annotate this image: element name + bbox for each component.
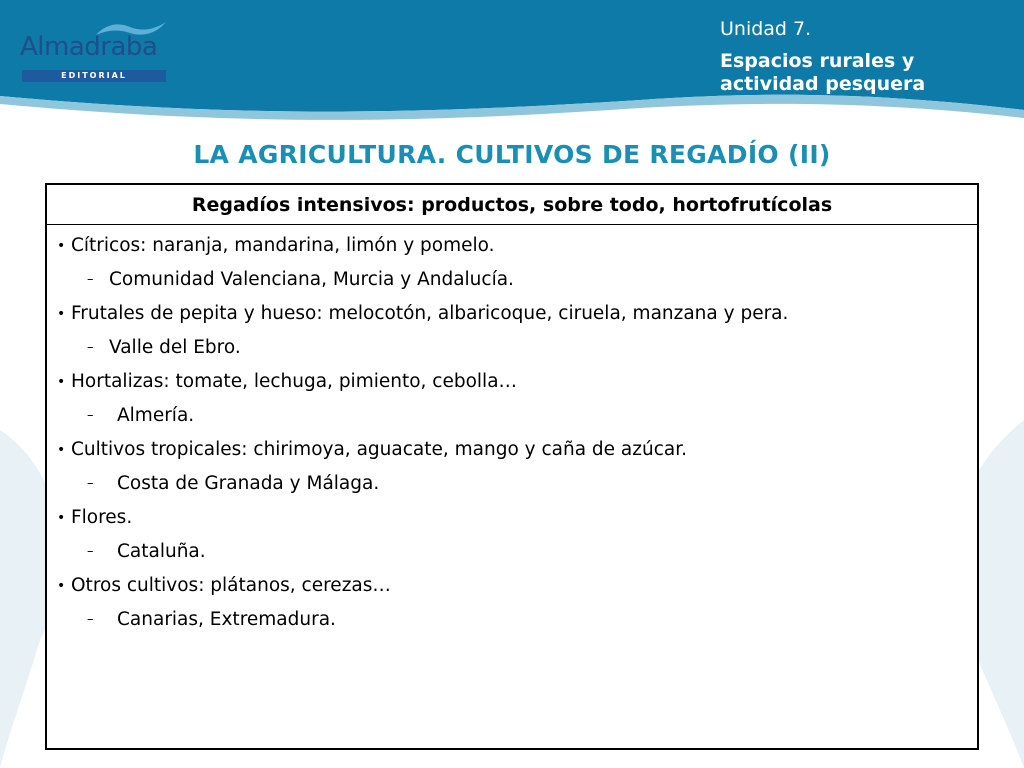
crops-table	[45, 183, 979, 750]
list-item	[57, 505, 977, 565]
unit-header	[720, 18, 1000, 96]
list-item	[57, 369, 977, 429]
item-text: Otros cultivos: plátanos, cerezas…	[71, 575, 391, 596]
item-subtext: Almería.	[117, 405, 195, 426]
bullet-icon: •	[57, 578, 66, 594]
item-text: Cultivos tropicales: chirimoya, aguacate, mango y caña de azúcar.	[71, 439, 687, 460]
dash-icon: –	[87, 544, 94, 559]
dash-icon: –	[87, 340, 94, 355]
page-title: LA AGRICULTURA. CULTIVOS DE REGADÍO (II)	[193, 140, 831, 169]
item-subtext: Canarias, Extremadura.	[117, 609, 336, 630]
dash-icon: –	[87, 612, 94, 627]
item-text: Flores.	[71, 507, 133, 528]
list-item	[57, 233, 977, 293]
list-item	[57, 437, 977, 497]
list-item	[57, 301, 977, 361]
bullet-icon: •	[57, 442, 66, 458]
dash-icon: –	[87, 408, 94, 423]
item-text: Cítricos: naranja, mandarina, limón y pomelo.	[71, 235, 495, 256]
item-subtext: Valle del Ebro.	[109, 337, 241, 358]
list-item	[57, 573, 977, 633]
unit-label: Unidad 7.	[720, 18, 812, 40]
unit-subtitle: Espacios rurales y actividad pesquera	[720, 50, 926, 95]
logo-text: Almadraba	[20, 32, 158, 62]
crops-list	[47, 225, 977, 633]
item-subtext: Comunidad Valenciana, Murcia y Andalucía.	[109, 269, 514, 290]
item-subtext: Costa de Granada y Málaga.	[117, 473, 380, 494]
almadraba-logo	[20, 6, 170, 80]
item-text: Hortalizas: tomate, lechuga, pimiento, cebolla…	[71, 371, 518, 392]
item-text: Frutales de pepita y hueso: melocotón, albaricoque, ciruela, manzana y pera.	[71, 303, 789, 324]
logo-editorial-band: EDITORIAL	[22, 70, 166, 82]
dash-icon: –	[87, 272, 94, 287]
bullet-icon: •	[57, 374, 66, 390]
bullet-icon: •	[57, 238, 66, 254]
bullet-icon: •	[57, 306, 66, 322]
item-subtext: Cataluña.	[117, 541, 206, 562]
table-header: Regadíos intensivos: productos, sobre todo, hortofrutícolas	[47, 185, 977, 225]
bullet-icon: •	[57, 510, 66, 526]
dash-icon: –	[87, 476, 94, 491]
